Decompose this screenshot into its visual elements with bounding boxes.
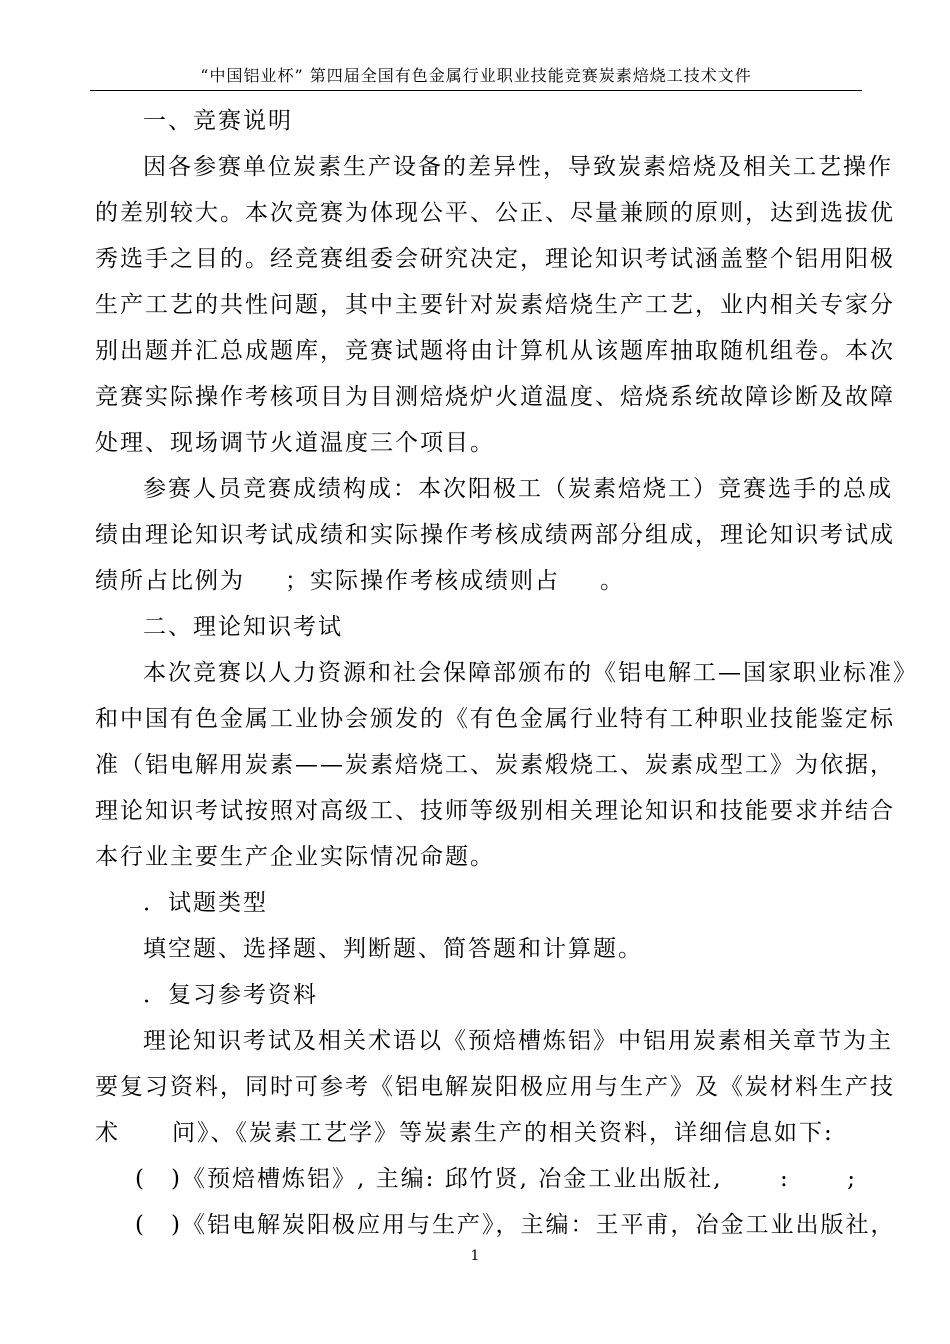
reference-colon: : (780, 1166, 790, 1192)
page-number: 1 (470, 1248, 480, 1264)
text-line (95, 1110, 857, 1156)
running-header: “中国铝业杯” 第四届全国有色金属行业职业技能竞赛炭素焙烧工技术文件 (200, 66, 752, 85)
reference-item (95, 1156, 857, 1202)
reference-item (95, 1202, 896, 1248)
section-heading: 一、竞赛说明 (143, 108, 293, 134)
paragraph (95, 1018, 895, 1156)
text-line: 理论知识考试及相关术语以《预焙槽炼铝》中铝用炭素相关章节为主 (143, 1028, 893, 1054)
reference-text: 《预焙槽炼铝》, 主编: 邱竹贤, 冶金工业出版社, (181, 1166, 723, 1192)
text-line: 本行业主要生产企业实际情况命题。 (95, 844, 495, 870)
text-line: 准（铝电解用炭素——炭素焙烧工、炭素煅烧工、炭素成型工》为依据， (95, 752, 895, 778)
reference-end: ; (847, 1166, 857, 1192)
text-line: 和中国有色金属工业协会颁发的《有色金属行业特有工种职业技能鉴定标 (95, 706, 895, 732)
header-rule (90, 90, 862, 91)
reference-number: ( ) (135, 1166, 182, 1192)
paragraph (95, 650, 918, 880)
text-line: 参赛人员竞赛成绩构成：本次阳极工（炭素焙烧工）竞赛选手的总成 (143, 476, 893, 502)
text-line: 的差别较大。本次竞赛为体现公平、公正、尽量兼顾的原则，达到选拔优 (95, 200, 895, 226)
paragraph (95, 144, 895, 466)
text-fragment: 绩所占比例为 (95, 568, 245, 594)
reference-number: ( ) (135, 1212, 182, 1238)
text-line: 绩由理论知识考试成绩和实际操作考核成绩两部分组成，理论知识考试成 (95, 522, 895, 548)
subsection-heading: ．试题类型 (143, 890, 268, 916)
text-line: 生产工艺的共性问题，其中主要针对炭素焙烧生产工艺，业内相关专家分 (95, 292, 895, 318)
text-line: 竞赛实际操作考核项目为目测焙烧炉火道温度、焙烧系统故障诊断及故障 (95, 384, 895, 410)
text-line: 秀选手之目的。经竞赛组委会研究决定，理论知识考试涵盖整个铝用阳极 (95, 246, 895, 272)
text-line: 别出题并汇总成题库，竞赛试题将由计算机从该题库抽取随机组卷。本次 (95, 338, 895, 364)
text-line: 因各参赛单位炭素生产设备的差异性，导致炭素焙烧及相关工艺操作 (143, 154, 893, 180)
text-line: 理论知识考试按照对高级工、技师等级别相关理论知识和技能要求并结合 (95, 798, 895, 824)
text-fragment: ；实际操作考核成绩则占 (285, 568, 560, 594)
text-line: 要复习资料，同时可参考《铝电解炭阳极应用与生产》及《炭材料生产技 (95, 1074, 895, 1100)
text-line: 本次竞赛以人力资源和社会保障部颁布的《铝电解工—国家职业标准》 (143, 660, 918, 686)
paragraph (95, 466, 895, 604)
text-fragment: 问》、《炭素工艺学》等炭素生产的相关资料，详细信息如下: (172, 1120, 834, 1146)
text-line (95, 558, 857, 604)
text-line: 填空题、选择题、判断题、简答题和计算题。 (143, 936, 643, 962)
reference-text: 《铝电解炭阳极应用与生产》，主编：王平甫，冶金工业出版社， (181, 1212, 896, 1238)
section-heading: 二、理论知识考试 (143, 614, 343, 640)
text-fragment: 术 (95, 1120, 120, 1146)
text-fragment: 。 (600, 568, 625, 594)
text-line: 处理、现场调节火道温度三个项目。 (95, 430, 495, 456)
document-body (95, 98, 918, 1248)
subsection-heading: ．复习参考资料 (143, 982, 318, 1008)
